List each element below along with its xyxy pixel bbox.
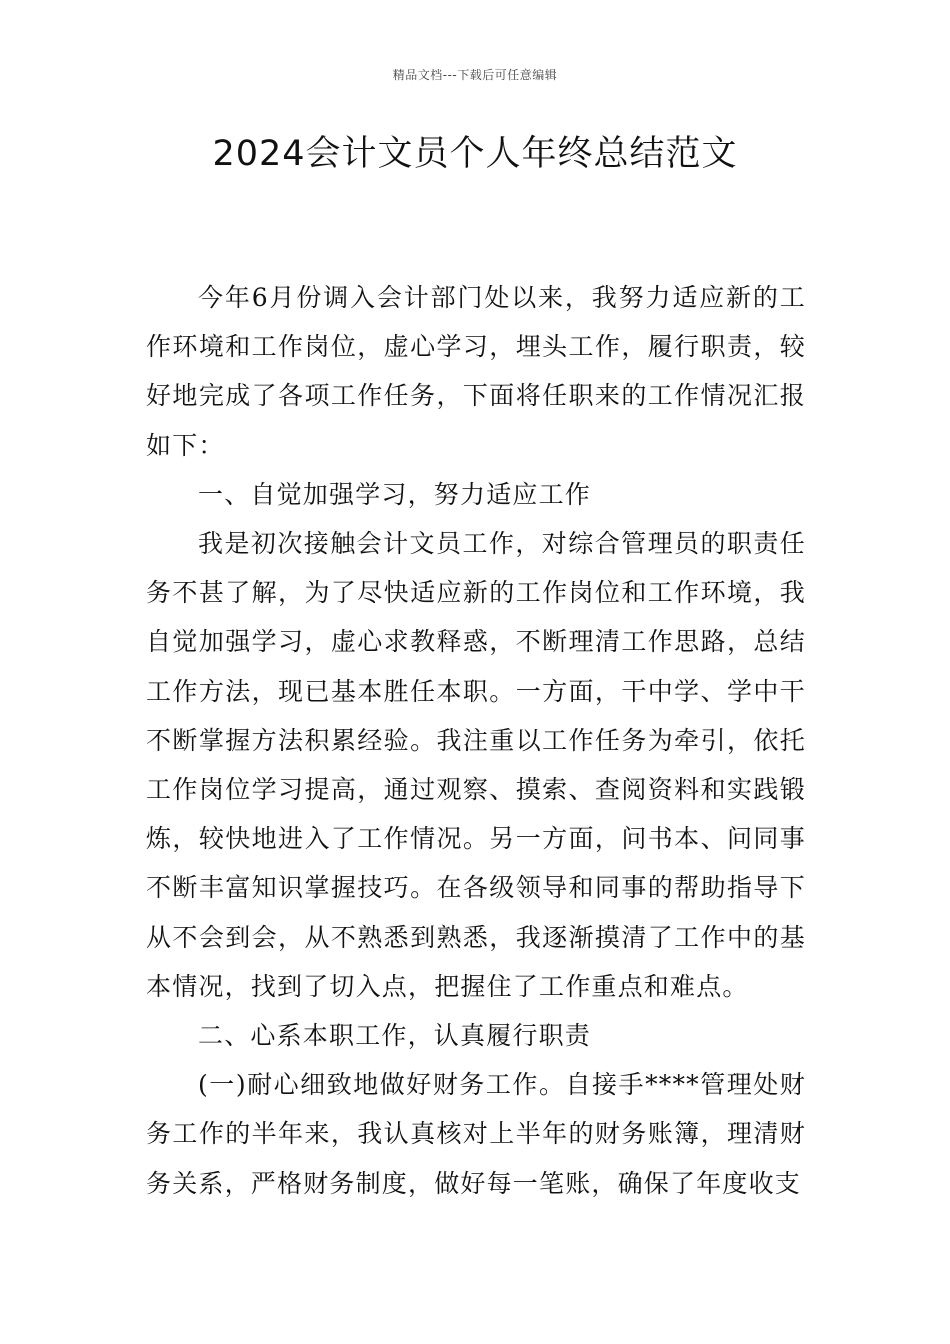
paragraph-section-1: 我是初次接触会计文员工作，对综合管理员的职责任务不甚了解，为了尽快适应新的工作岗位和工作环境，我自觉加强学习，虚心求教释惑，不断理清工作思路，总结工作方法，现已基本胜任本职。一方面，干中学、学中干不断掌握方法积累经验。我注重以工作任务为牵引，依托工作岗位学习提高，通过观察、摸索、查阅资料和实践锻炼，较快地进入了工作情况。另一方面，问书本、问同事不断丰富知识掌握技巧。在各级领导和同事的帮助指导下从不会到会，从不熟悉到熟悉，我逐渐摸清了工作中的基本情况，找到了切入点，把握住了工作重点和难点。: [146, 529, 806, 1001]
paragraph-section-2-item-1: (一)耐心细致地做好财务工作。自接手****管理处财务工作的半年来，我认真核对上半年的财务账簿，理清财务关系，严格财务制度，做好每一笔账，确保了年度收支: [146, 1070, 806, 1198]
section-heading-1: 一、自觉加强学习，努力适应工作: [198, 479, 592, 509]
paragraph-intro: 今年6月份调入会计部门处以来，我努力适应新的工作环境和工作岗位，虚心学习，埋头工作，履行职责，较好地完成了各项工作任务，下面将任职来的工作情况汇报如下：: [146, 283, 806, 460]
document-body: [146, 273, 806, 1208]
page-header: 精品文档---下载后可任意编辑: [392, 68, 558, 82]
section-heading-2: 二、心系本职工作，认真履行职责: [198, 1021, 592, 1051]
document-title: 2024会计文员个人年终总结范文: [212, 134, 738, 174]
